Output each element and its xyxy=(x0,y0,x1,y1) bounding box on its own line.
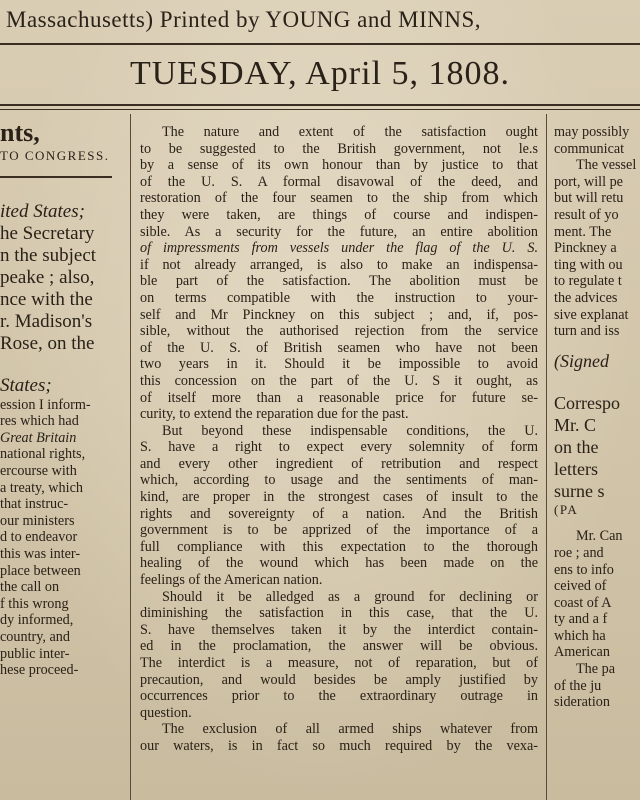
text-line: rights and sovereignty of a nation. And the British xyxy=(140,505,538,522)
text-line: but will retu xyxy=(554,190,624,207)
text-line: communicat xyxy=(554,140,625,157)
text-line: n the subject xyxy=(0,244,97,266)
text-line: coast of A xyxy=(554,594,612,611)
text-line: ble part of the satisfaction. The abolition must be xyxy=(140,273,538,290)
text-line: turn and iss xyxy=(554,323,620,340)
text-line: our waters, is in fact so much required by the vexa- xyxy=(140,737,538,754)
text-line: The interdict is a measure, not of reparation, but of xyxy=(140,655,538,671)
text-line: ens to info xyxy=(554,561,614,578)
text-line: if not already arranged, is also to make an indispensa- xyxy=(140,256,538,273)
text-line: roe ; and xyxy=(554,544,604,561)
text-line: Mr. C xyxy=(554,414,597,435)
text-line: Rose, on the xyxy=(0,332,95,354)
text-line: feelings of the American nation. xyxy=(140,572,323,589)
text-line: precaution, and would besides be amply justified by xyxy=(140,671,538,688)
text-line: two years in it. Should it be impossible to avoid xyxy=(140,356,538,373)
text-line: of itself more than a reasonable price for future se- xyxy=(140,389,538,406)
column-rule-right xyxy=(546,114,547,800)
text-line: they were taken, are things of course and indispen- xyxy=(140,206,538,223)
text-line: of the U. S. of British seamen who have not been xyxy=(140,339,538,356)
text-line: d to endeavor xyxy=(0,529,78,546)
dateline-rule-top xyxy=(0,104,640,106)
text-line: States; xyxy=(0,374,52,396)
text-line: sible. As a security for the future, an entire abolition xyxy=(140,223,538,240)
text-line: healing of the wound which has been made on the xyxy=(140,555,538,572)
text-line: which, according to usage and the sentiments of man- xyxy=(140,472,538,489)
text-line: r. Madison's xyxy=(0,310,93,332)
text-line: curity, to extend the reparation due for the past. xyxy=(140,406,409,423)
text-line: surne s xyxy=(554,480,605,501)
left-column xyxy=(0,118,122,800)
text-line: Correspo xyxy=(554,392,620,413)
text-line: kind, are proper in the strongest cases of insult to the xyxy=(140,489,538,506)
text-line: Great Britain xyxy=(0,429,77,446)
text-line: of impressments from vessels under the flag of the U. S. xyxy=(140,240,538,257)
text-line: country, and xyxy=(0,628,70,645)
text-line: TO CONGRESS. xyxy=(0,148,110,163)
text-line: ited States; xyxy=(0,200,85,222)
text-line: nts, xyxy=(0,118,40,147)
text-line: ty and a f xyxy=(554,611,608,628)
text-line: sible, without the authorised rejection from the service xyxy=(140,323,538,340)
text-line: diminishing the satisfaction in this case, that the U. xyxy=(140,605,538,622)
masthead-text: Massachusetts) Printed by YOUNG and MINNS, xyxy=(6,7,481,32)
text-line: of the ju xyxy=(554,677,602,694)
middle-column xyxy=(140,124,538,800)
text-line: Should it be alledged as a ground for declining or xyxy=(162,588,538,605)
text-line: letters xyxy=(554,458,598,479)
text-line: (PA xyxy=(554,501,579,517)
text-line xyxy=(0,191,122,201)
text-line: full compliance with this expectation to the thorough xyxy=(140,538,538,555)
text-line: occurrences prior to the extraordinary outrage in xyxy=(140,688,538,705)
text-line xyxy=(554,340,640,350)
text-line: to regulate t xyxy=(554,273,622,290)
dateline: TUESDAY, April 5, 1808. xyxy=(129,55,511,92)
text-line: this concession on the part of the U. S it ought, as xyxy=(140,372,538,389)
text-line: port, will pe xyxy=(554,173,623,190)
text-line: and every other ingredient of retribution and respect xyxy=(140,455,538,472)
text-line: But beyond these indispensable conditions, the U. xyxy=(162,422,538,439)
text-line: that instruc- xyxy=(0,496,69,513)
text-line: nce with the xyxy=(0,288,93,310)
dateline-rule-bottom xyxy=(0,109,640,110)
text-line: government is to be apprized of the importance of a xyxy=(140,522,538,539)
text-line: peake ; also, xyxy=(0,266,95,288)
text-line: may possibly xyxy=(554,124,630,140)
text-line: ment. The xyxy=(554,223,612,240)
text-line: The nature and extent of the satisfaction ought xyxy=(162,124,538,140)
text-line: American xyxy=(554,644,610,661)
text-line: by a sense of its own honour than by justice to that xyxy=(140,157,538,174)
text-line xyxy=(0,171,122,183)
text-line: self and Mr Pinckney on this subject ; and, if, pos- xyxy=(140,306,538,323)
text-line: of the U. S. A formal disavowal of the deed, and xyxy=(140,173,538,190)
text-line: dy informed, xyxy=(0,612,74,629)
text-line: restoration of the four seamen to the ship from which xyxy=(140,190,538,207)
text-line: ceived of xyxy=(554,578,607,595)
text-line: on terms compatible with the instruction to your- xyxy=(140,289,538,306)
text-line: ed in the proclamation, the answer will be obvious. xyxy=(140,638,538,655)
text-line: public inter- xyxy=(0,645,70,662)
text-line: (Signed xyxy=(554,350,609,371)
text-line: national rights, xyxy=(0,446,86,463)
text-line: sideration xyxy=(554,694,610,711)
text-line: the call on xyxy=(0,579,60,596)
right-column xyxy=(554,124,640,800)
text-line: question. xyxy=(140,704,192,721)
text-line: ession I inform- xyxy=(0,396,91,413)
text-line: the advices xyxy=(554,289,618,306)
text-line: Pinckney a xyxy=(554,240,617,257)
text-line: res which had xyxy=(0,413,79,430)
text-line: ting with ou xyxy=(554,256,623,273)
text-line: S. have a right to expect every solemnity of form xyxy=(140,439,538,456)
text-line: ercourse with xyxy=(0,462,77,479)
text-line: The vessel xyxy=(576,157,637,174)
text-line: The pa xyxy=(576,661,615,678)
text-line: result of yo xyxy=(554,206,619,223)
text-line xyxy=(554,518,640,528)
text-line: this was inter- xyxy=(0,545,81,562)
text-line: f this wrong xyxy=(0,595,69,612)
masthead xyxy=(0,0,640,42)
text-line: The exclusion of all armed ships whatever from xyxy=(162,721,538,738)
masthead-rule xyxy=(0,43,640,45)
text-line: place between xyxy=(0,562,81,579)
text-line: which ha xyxy=(554,627,606,644)
text-line: he Secretary xyxy=(0,222,95,244)
text-line: Mr. Can xyxy=(576,528,623,545)
column-rule-left xyxy=(130,114,131,800)
text-line: S. have themselves taken it by the interdict contain- xyxy=(140,621,538,638)
text-line: our ministers xyxy=(0,512,75,529)
text-line: sive explanat xyxy=(554,306,629,323)
text-line: a treaty, which xyxy=(0,479,83,496)
text-line: to be suggested to the British government, not le.s xyxy=(140,140,538,157)
text-line: hese proceed- xyxy=(0,662,79,679)
text-line xyxy=(0,355,122,375)
text-line: on the xyxy=(554,436,599,457)
text-line xyxy=(554,372,640,392)
